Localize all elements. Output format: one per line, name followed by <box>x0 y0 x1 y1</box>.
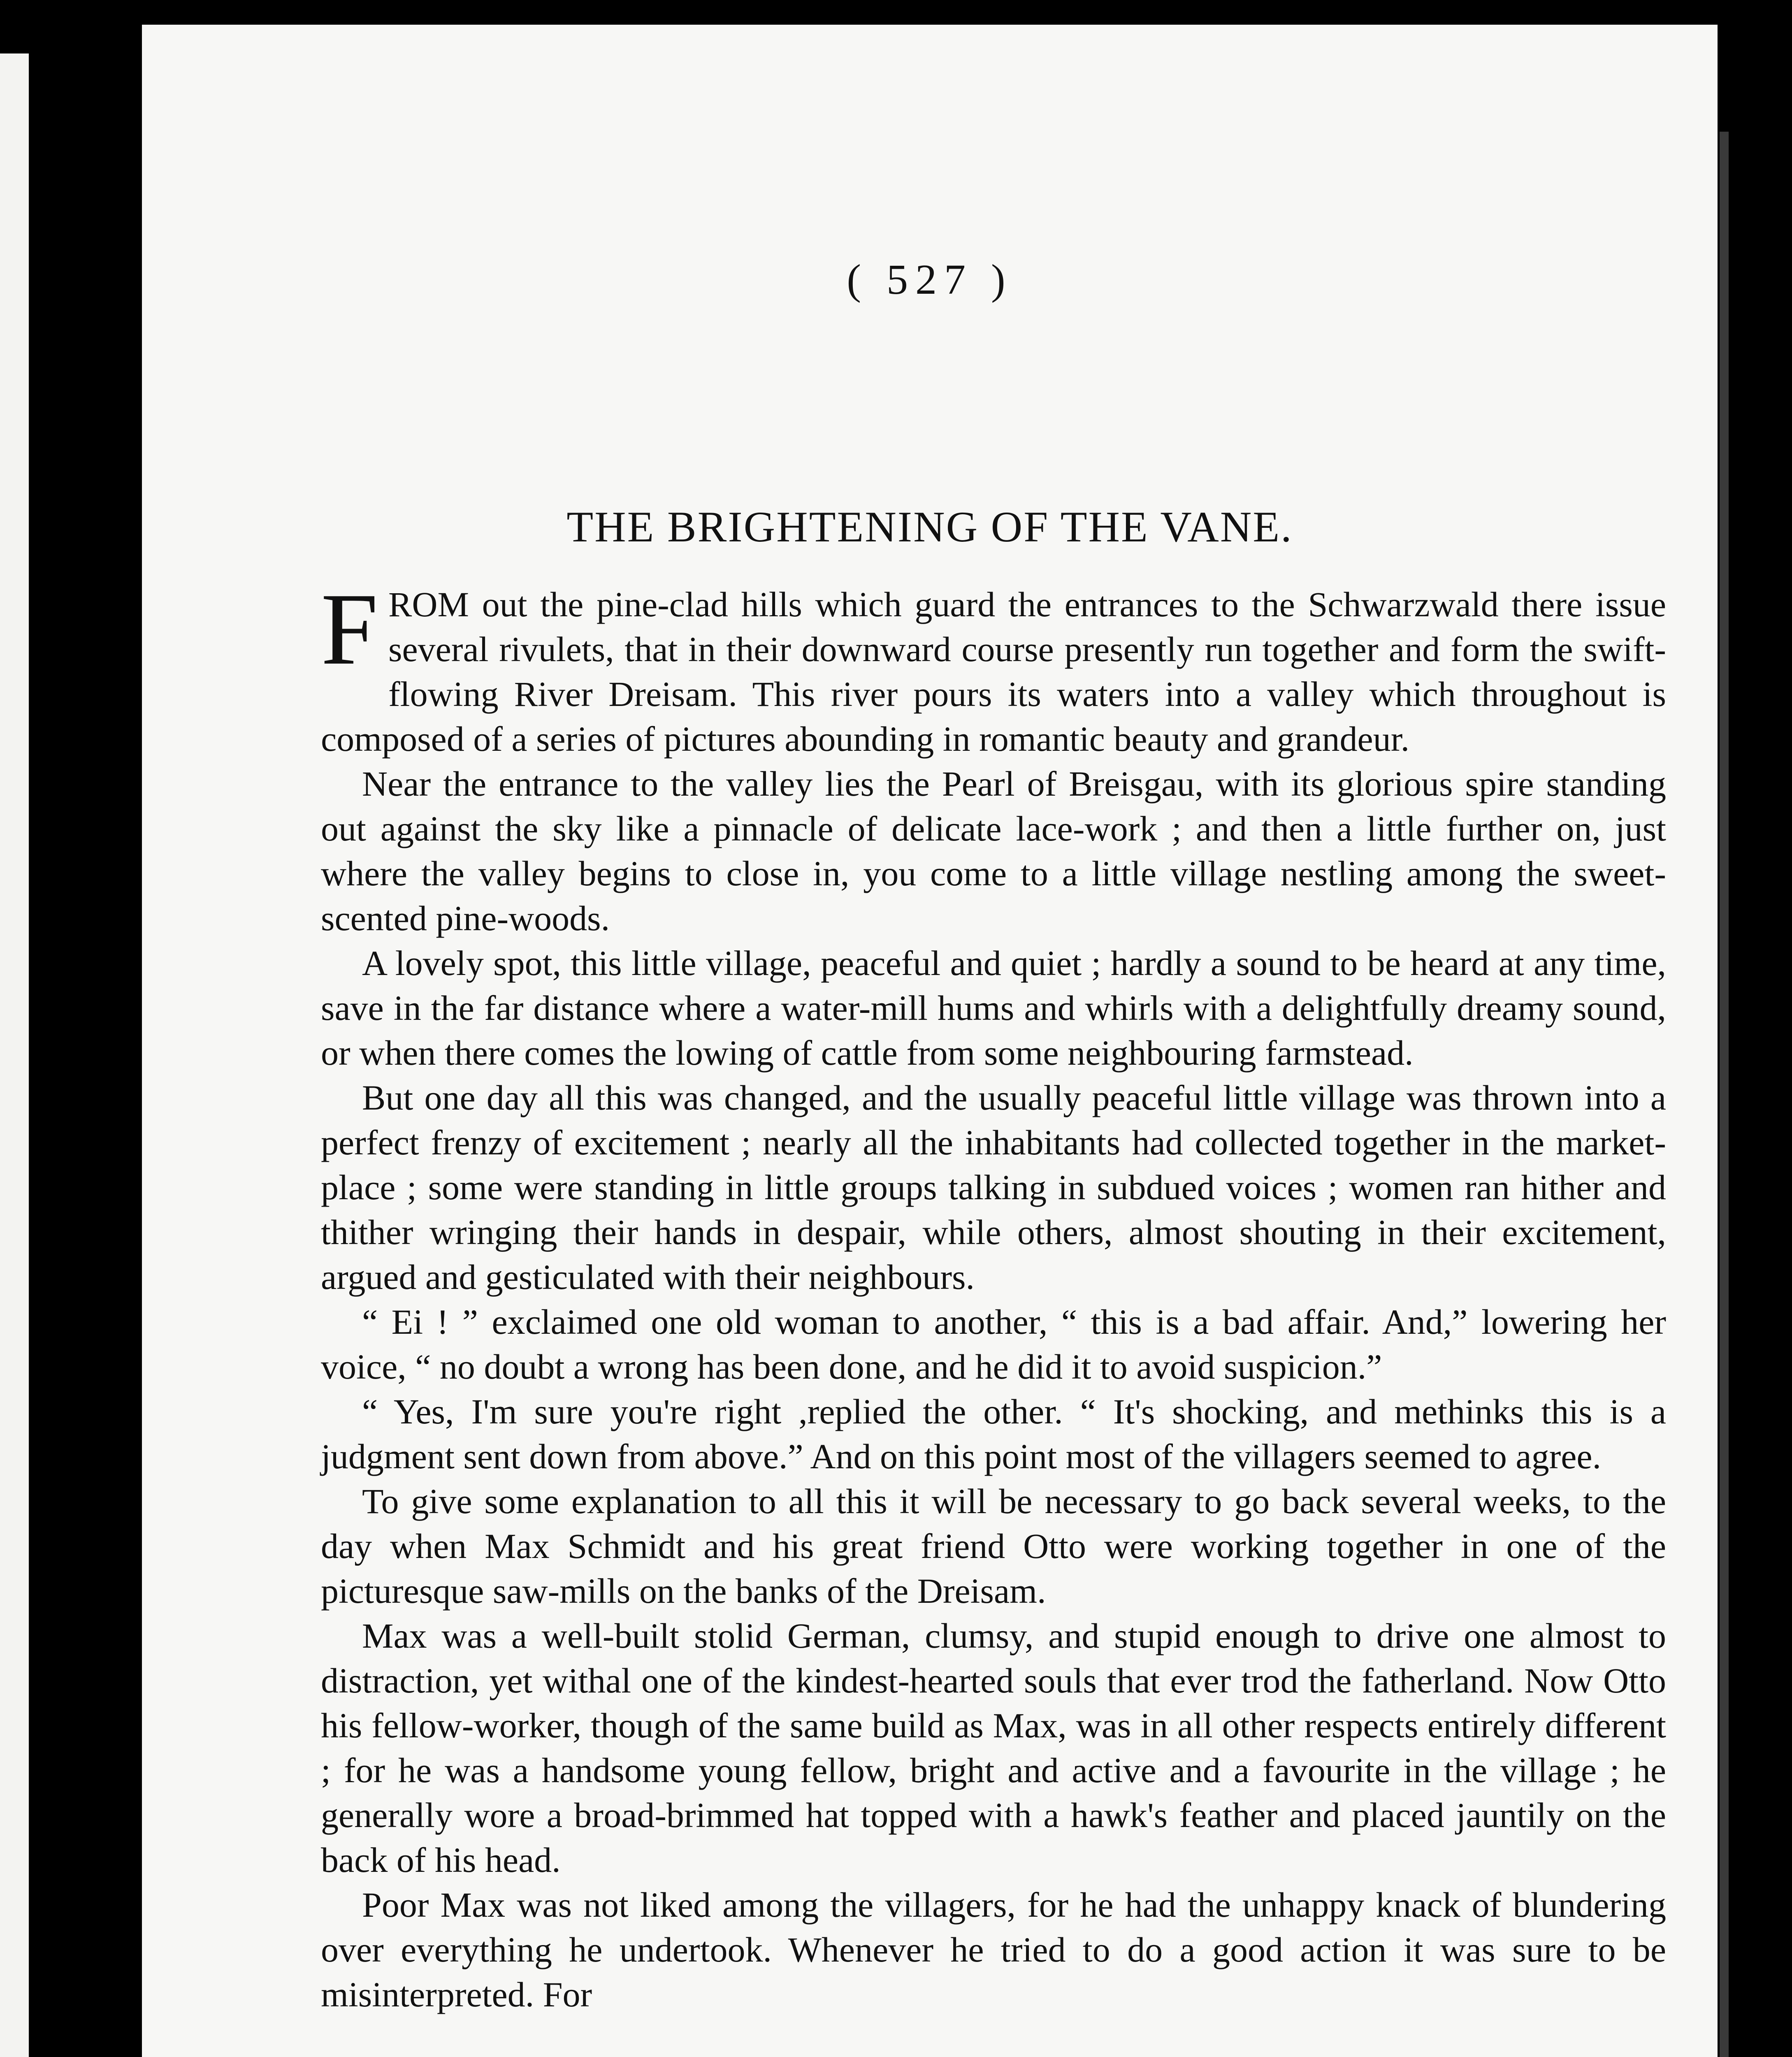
facing-page-edge <box>0 53 29 2057</box>
drop-cap: F <box>321 572 378 686</box>
story-title: THE BRIGHTENING OF THE VANE. <box>566 503 1293 551</box>
paragraph-5: “ Ei ! ” exclaimed one old woman to another, “ this is a bad affair. And,” lowering her voice, “ no doubt a wrong has been done, and he did it to avoid suspicion.” <box>321 1302 1666 1386</box>
paragraph-3: A lovely spot, this little village, peaceful and quiet ; hardly a sound to be heard at any time, save in the far distance where a water-mill hums and whirls with a delightfully dreamy sound, or when there comes the lowing of cattle from some neighbouring farmstead. <box>321 943 1666 1073</box>
paragraph-1: FROM out the pine-clad hills which guard the entrances to the Schwarzwald there issue several rivulets, that in their downward course presently run together and form the swift-flowing River Dreisam. This river pours its waters into a valley which throughout is composed of a series of pictures abounding in romantic beauty and grandeur. <box>321 572 1666 759</box>
page-number: ( 527 ) <box>847 256 1013 303</box>
paragraph-4: But one day all this was changed, and the usually peaceful little village was thrown into a perfect frenzy of excitement ; nearly all the inhabitants had collected together in the market-place ; some were standing in little groups talking in subdued voices ; women ran hither and thither wringing their hands in despair, while others, almost shouting in their excitement, argued and gesticulated with their neighbours. <box>321 1078 1666 1297</box>
paragraph-2: Near the entrance to the valley lies the Pearl of Breisgau, with its glorious spire standing out against the sky like a pinnacle of delicate lace-work ; and then a little further on, just where the valley begins to close in, you come to a little village nestling among the sweet-scented pine-woods. <box>321 764 1666 938</box>
paragraph-7: To give some explanation to all this it will be necessary to go back several weeks, to the day when Max Schmidt and his great friend Otto were working together in one of the picturesque saw-mills on the banks of the Dreisam. <box>321 1481 1666 1611</box>
paragraph-6: “ Yes, I'm sure you're right ,replied the other. “ It's shocking, and methinks this is a judgment sent down from above.” And on this point most of the villagers seemed to agree. <box>321 1392 1666 1476</box>
story-body <box>321 572 1666 2017</box>
paragraph-9: Poor Max was not liked among the villagers, for he had the unhappy knack of blundering over everything he undertook. Whenever he tried to do a good action it was sure to be misinterpreted. For <box>321 1885 1666 2014</box>
book-page <box>142 25 1718 2057</box>
paragraph-8: Max was a well-built stolid German, clumsy, and stupid enough to drive one almost to distraction, yet withal one of the kindest-hearted souls that ever trod the fatherland. Now Otto his fellow-worker, though of the same build as Max, was in all other respects entirely different ; for he was a handsome young fellow, bright and active and a favourite in the village ; he generally wore a broad-brimmed hat topped with a hawk's feather and placed jauntily on the back of his head. <box>321 1616 1666 1880</box>
page-binding-edge <box>1720 132 1729 2057</box>
